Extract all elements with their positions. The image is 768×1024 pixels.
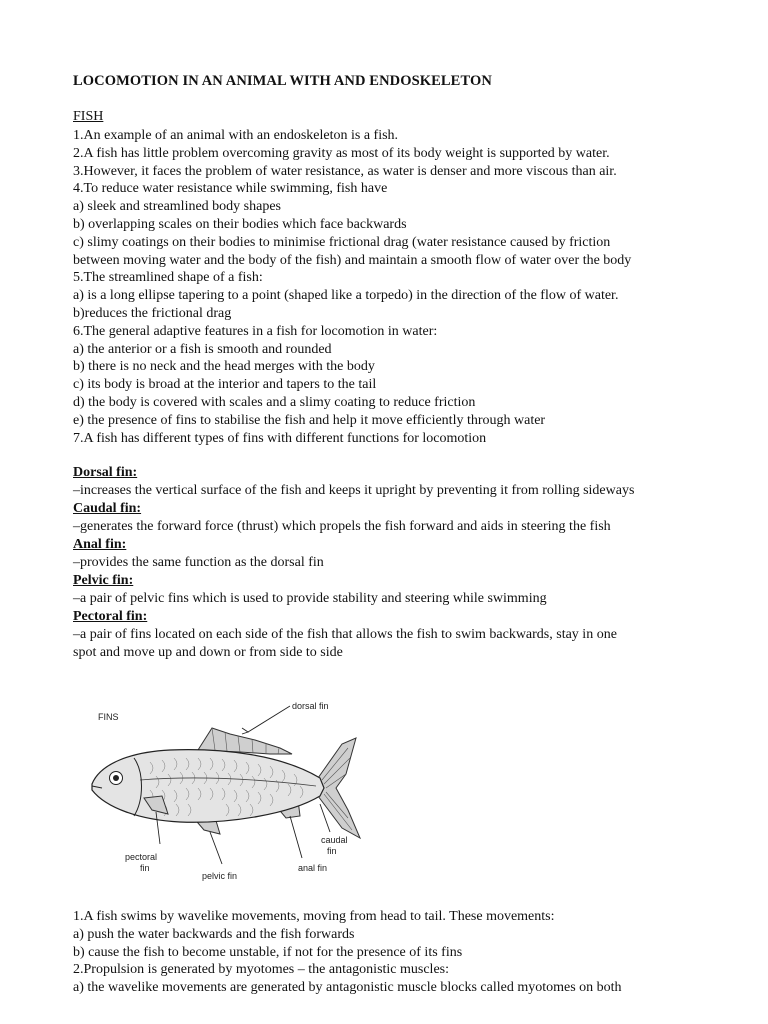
text-line: 5.The streamlined shape of a fish: [73,270,263,286]
label-pelvic-fin: pelvic fin [202,871,238,881]
text-line: d) the body is covered with scales and a slimy coating to reduce friction [73,394,476,410]
text-line: a) is a long ellipse tapering to a point (shaped like a torpedo) in the direction of the flow of water. [73,288,619,304]
text-line: 3.However, it faces the problem of water resistance, as water is denser and more viscous than air. [73,163,617,179]
section-heading-fish: FISH [73,109,104,124]
label-dorsal-fin: dorsal fin [292,701,329,711]
text-line: c) its body is broad at the interior and tapers to the tail [73,377,377,393]
text-line: a) sleek and streamlined body shapes [73,199,281,215]
text-line: 2.A fish has little problem overcoming gravity as most of its body weight is supported by water. [73,145,610,161]
fin-heading: Caudal fin: [73,501,142,516]
fin-entry-caudal [73,500,753,536]
figure-heading: FINS [98,712,119,722]
text-line: c) slimy coatings on their bodies to minimise frictional drag (water resistance caused by friction [73,234,611,250]
fin-description: spot and move up and down or from side to side [73,645,343,660]
label-caudal-fin-1: caudal [321,835,348,845]
fin-description: –generates the forward force (thrust) which propels the fish forward and aids in steering the fish [73,519,611,534]
text-line: e) the presence of fins to stabilise the fish and help it move efficiently through water [73,412,546,428]
fish-diagram [80,692,380,892]
label-caudal-fin-2: fin [327,846,337,856]
dorsal-pointer [248,706,290,732]
pelvic-pointer [210,832,222,864]
text-line: b) there is no neck and the head merges with the body [73,359,375,375]
fin-entry-pelvic [73,572,753,608]
label-pectoral-fin-1: pectoral [125,852,158,862]
text-line: a) the wavelike movements are generated by antagonistic muscle blocks called myotomes on both [73,980,622,996]
text-line: between moving water and the body of the fish) and maintain a smooth flow of water over the body [73,252,632,268]
swimming-text [73,908,753,997]
fin-entry-pectoral [73,608,753,662]
text-line: b) cause the fish to become unstable, if not for the presence of its fins [73,944,463,960]
fish-fins-figure [80,692,380,892]
fin-description: –increases the vertical surface of the fish and keeps it upright by preventing it from rolling sideways [73,483,635,498]
text-line: b)reduces the frictional drag [73,305,232,321]
fin-heading: Pelvic fin: [73,573,134,588]
text-line: 6.The general adaptive features in a fish for locomotion in water: [73,323,438,339]
text-line: 1.An example of an animal with an endoskeleton is a fish. [73,128,399,143]
fin-descriptions [73,464,753,662]
intro-text [73,127,753,447]
text-line: a) the anterior or a fish is smooth and rounded [73,341,332,357]
fin-entry-dorsal [73,464,753,500]
fin-heading: Dorsal fin: [73,465,138,480]
fin-heading: Anal fin: [73,537,127,552]
text-line: 1.A fish swims by wavelike movements, moving from head to tail. These movements: [73,909,555,924]
text-line: 4.To reduce water resistance while swimming, fish have [73,181,388,197]
text-line: a) push the water backwards and the fish forwards [73,926,355,942]
fin-description: –a pair of pelvic fins which is used to provide stability and steering while swimming [73,591,547,606]
page-title: LOCOMOTION IN AN ANIMAL WITH AND ENDOSKELETON [73,73,492,89]
dorsal-arrowhead [242,728,248,734]
label-pectoral-fin-2: fin [140,863,150,873]
fin-description: –a pair of fins located on each side of the fish that allows the fish to swim backwards, stay in one [73,627,617,642]
text-line: 2.Propulsion is generated by myotomes – the antagonistic muscles: [73,962,449,978]
text-line: b) overlapping scales on their bodies which face backwards [73,216,407,232]
text-line: 7.A fish has different types of fins with different functions for locomotion [73,430,487,446]
fin-description: –provides the same function as the dorsal fin [73,555,324,570]
fish-pupil [113,775,119,781]
fin-entry-anal [73,536,753,572]
fin-heading: Pectoral fin: [73,609,148,624]
label-anal-fin: anal fin [298,863,328,873]
anal-pointer [290,816,302,858]
